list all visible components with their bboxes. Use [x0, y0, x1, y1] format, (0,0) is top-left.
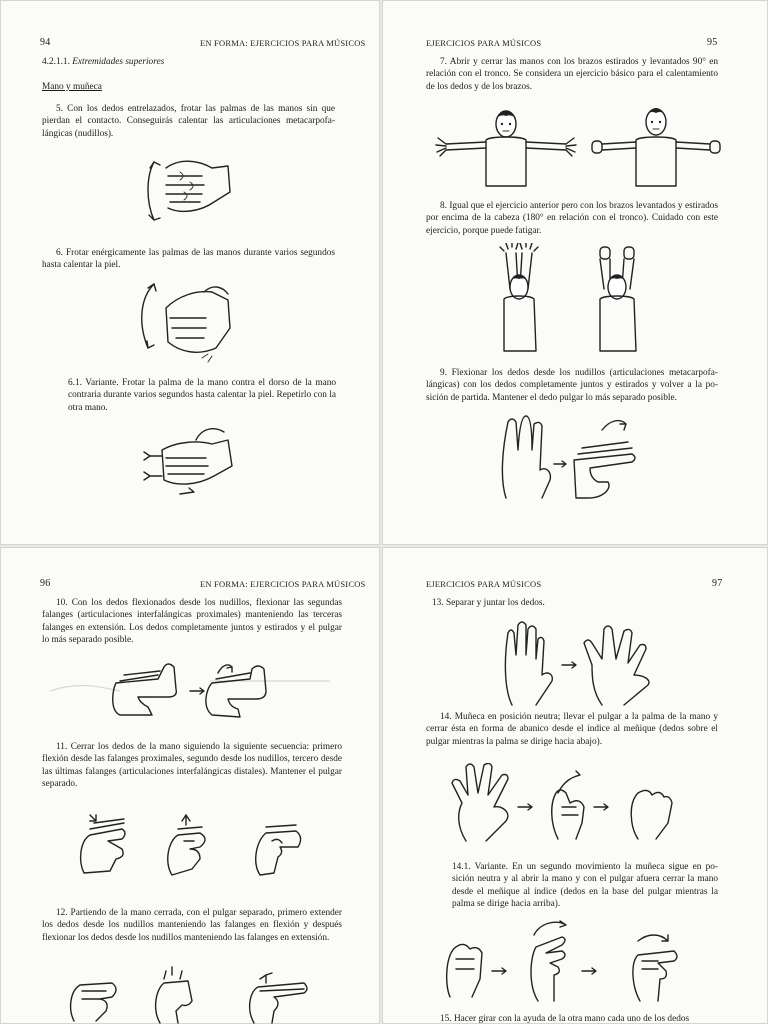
- exercise-11-text: 11. Cerrar los dedos de la mano siguiendo la siguiente secuencia: primero flexión desde las falanges proximales, segundo desde los nudillos, tercero desde las últimas falanges (articulaciones interfalángicas distales). Mantener el pulgar separado.: [42, 742, 342, 789]
- page-95: [382, 0, 768, 545]
- fist-variant-sequence-illustration: [442, 917, 712, 1007]
- closed-hand-extension-illustration: [60, 961, 320, 1024]
- exercise-14-text: 14. Muñeca en posición neutra; llevar el pulgar a la palma de la mano y cerrar ésta en forma de abanico desde el índice al meñique (dedos sobre el pulgar mientras la palma se dirige hacia abajo).: [426, 712, 718, 747]
- middle-phalanx-flexion-illustration: [40, 651, 340, 727]
- finger-spread-illustration: [492, 619, 672, 707]
- knuckle-flexion-illustration: [492, 410, 662, 506]
- exercise-6-text: 6. Frotar enérgicamente las palmas de las manos durante varios segundos hasta calentar la piel.: [42, 248, 335, 271]
- exercise-6-1-text: 6.1. Variante. Frotar la palma de la mano contra el dorso de la mano contraria durante varios segundos hasta calentar la piel. Repetirlo con la otra mano.: [68, 378, 336, 413]
- finger-closing-sequence-illustration: [60, 801, 320, 881]
- page-number: 96: [40, 578, 51, 589]
- palms-rubbing-illustration: [132, 278, 242, 364]
- exercise-13-text: 13. Separar y juntar los dedos.: [432, 598, 545, 608]
- section-number: 4.2.1.1.: [42, 57, 70, 67]
- exercise-12-text: 12. Partiendo de la mano cerrada, con el pulgar separado, primero extender los dedos desde los nudillos manteniendo las falanges en flexión y después flexionar los dedos desde los nudillos manteniendo las falanges en extensión.: [42, 908, 342, 943]
- page-number: 97: [712, 578, 723, 589]
- page-96: [0, 547, 380, 1024]
- running-head: EJERCICIOS PARA MÚSICOS: [426, 579, 542, 589]
- page-number: 94: [40, 37, 51, 48]
- arms-raised-overhead-illustration: [492, 243, 662, 355]
- exercise-10-text: 10. Con los dedos flexionados desde los nudillos, flexionar las segundas falanges (articulaciones interfalángicas proximales) manteniendo las terceras falanges en extensión. Los dedos completamente juntos y estirados y el pulgar lo más separado posible.: [42, 598, 342, 645]
- page-97: [382, 547, 768, 1024]
- exercise-14-1-text: 14.1. Variante. En un segundo movimiento la muñeca sigue en posición neutra y al abrir la mano y con el pulgar afuera cerrar la mano desde el meñique al índice (dedos en la base del pulgar mientras la palma se dirige hacia arriba).: [452, 862, 718, 909]
- exercise-7-text: 7. Abrir y cerrar las manos con los brazos estirados y levantados 90° en relación con el tronco. Se considera un ejercicio básico para el calentamiento de los dedos y de los brazos.: [426, 57, 718, 92]
- running-head: EN FORMA: EJERCICIOS PARA MÚSICOS: [200, 579, 366, 589]
- section-title: Extremidades superiores: [72, 57, 165, 67]
- running-head: EN FORMA: EJERCICIOS PARA MÚSICOS: [200, 38, 366, 48]
- exercise-15-text: 15. Hacer girar con la ayuda de la otra mano cada uno de los dedos: [440, 1014, 690, 1024]
- arms-extended-horizontal-illustration: [426, 104, 726, 188]
- exercise-9-text: 9. Flexionar los dedos desde los nudillos (articulaciones metacarpofalángicas) con los dedos completamente juntos y estirados y volver a la posición de partida. Mantener el dedo pulgar lo más separado posible.: [426, 368, 718, 403]
- subsection-heading: Mano y muñeca: [42, 82, 102, 92]
- interlaced-fingers-rubbing-illustration: [140, 152, 240, 232]
- page-number: 95: [707, 37, 718, 48]
- section-heading: [42, 57, 164, 67]
- page-94: [0, 0, 380, 545]
- running-head: EJERCICIOS PARA MÚSICOS: [426, 38, 542, 48]
- thumb-to-palm-fist-illustration: [446, 763, 716, 843]
- exercise-8-text: 8. Igual que el ejercicio anterior pero con los brazos levantados y estirados por encima de la cabeza (180° en relación con el tronco). Cuidado con este ejercicio, porque puede fatigar.: [426, 201, 718, 236]
- exercise-5-text: 5. Con los dedos entrelazados, frotar las palmas de las manos sin que pierdan el contacto. Conseguirás calentar las articulaciones metacarpofalángicas (nudillos).: [42, 104, 335, 139]
- palm-on-back-of-hand-illustration: [140, 420, 240, 500]
